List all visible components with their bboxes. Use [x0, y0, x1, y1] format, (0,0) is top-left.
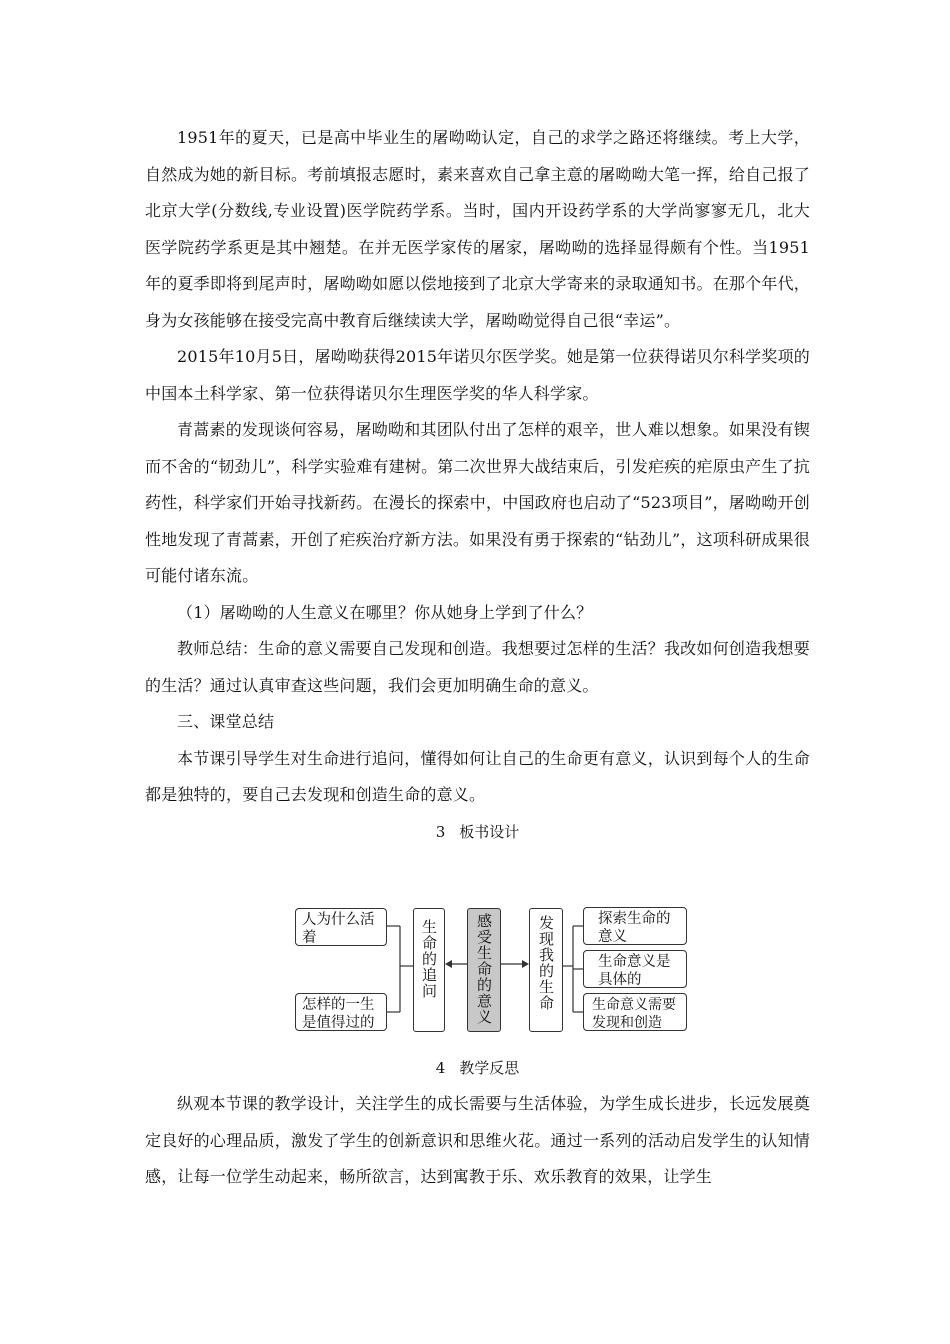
question-1: （1）屠呦呦的人生意义在哪里？你从她身上学到了什么？: [177, 602, 593, 622]
box-worthwhile-life: 怎样的一生是值得过的: [295, 993, 387, 1031]
document-body: [145, 120, 810, 850]
column-discover-my-life-label: 发现我的生命: [537, 915, 555, 1011]
section-heading-board-design: [145, 814, 810, 850]
document-body-continued: [145, 1050, 810, 1196]
paragraph-teacher-summary: 教师总结：生命的意义需要自己发现和创造。我想要过怎样的生活？我改如何创造我想要的生活？通过认真审查这些问题，我们会更加明确生命的意义。: [145, 639, 810, 695]
board-design-diagram: [295, 904, 695, 1034]
section-title: 板书设计: [459, 822, 520, 841]
box-why-live: 人为什么活着: [295, 908, 387, 946]
section-heading-teaching-reflection: [145, 1050, 810, 1086]
column-life-questioning-label: 生命的追问: [420, 919, 438, 999]
heading-class-summary: 三、课堂总结: [177, 712, 275, 731]
box-explore-meaning: 探索生命的意义: [583, 907, 687, 945]
paragraph-class-summary: 本节课引导学生对生命进行追问，懂得如何让自己的生命更有意义，认识到每个人的生命都是独特的，要自己去发现和创造生命的意义。: [145, 748, 810, 804]
box-meaning-concrete: 生命意义是具体的: [583, 950, 687, 988]
center-feel-life-meaning-label: 感受生命的意义: [475, 913, 493, 1025]
section-number: 3: [435, 822, 446, 841]
section-title: 教学反思: [459, 1059, 520, 1077]
center-feel-life-meaning: [467, 908, 501, 1032]
column-discover-my-life: [529, 908, 563, 1032]
column-life-questioning: [413, 908, 445, 1032]
paragraph-nobel-prize: 2015年10月5日，屠呦呦获得2015年诺贝尔医学奖。她是第一位获得诺贝尔科学奖项的中国本土科学家、第一位获得诺贝尔生理医学奖的华人科学家。: [145, 347, 810, 403]
box-meaning-discover-create: 生命意义需要发现和创造: [583, 993, 687, 1031]
paragraph-reflection: 纵观本节课的教学设计，关注学生的成长需要与生活体验，为学生成长进步，长远发展奠定良好的心理品质，激发了学生的创新意识和思维火花。通过一系列的活动启发学生的认知情感，让每一位学生动起来，畅所欲言，达到寓教于乐、欢乐教育的效果，让学生: [145, 1094, 810, 1186]
section-number: 4: [435, 1059, 446, 1077]
paragraph-artemisinin: 青蒿素的发现谈何容易，屠呦呦和其团队付出了怎样的艰辛，世人难以想象。如果没有锲而不舍的“韧劲儿”，科学实验难有建树。第二次世界大战结束后，引发疟疾的疟原虫产生了抗药性，科学家们开始寻找新药。在漫长的探索中，中国政府也启动了“523项目”，屠呦呦开创性地发现了青蒿素，开创了疟疾治疗新方法。如果没有勇于探索的“钻劲儿”，这项科研成果很可能付诸东流。: [145, 420, 810, 585]
paragraph-tu-youyou-1951: 1951年的夏天，已是高中毕业生的屠呦呦认定，自己的求学之路还将继续。考上大学，自然成为她的新目标。考前填报志愿时，素来喜欢自己拿主意的屠呦呦大笔一挥，给自己报了北京大学(分数线,专业设置)医学院药学系。当时，国内开设药学系的大学尚寥寥无几，北大医学院药学系更是其中翘楚。在并无医学家传的屠家，屠呦呦的选择显得颇有个性。当1951年的夏季即将到尾声时，屠呦呦如愿以偿地接到了北京大学寄来的录取通知书。在那个年代，身为女孩能够在接受完高中教育后继续读大学，屠呦呦觉得自己很“幸运”。: [145, 128, 810, 330]
